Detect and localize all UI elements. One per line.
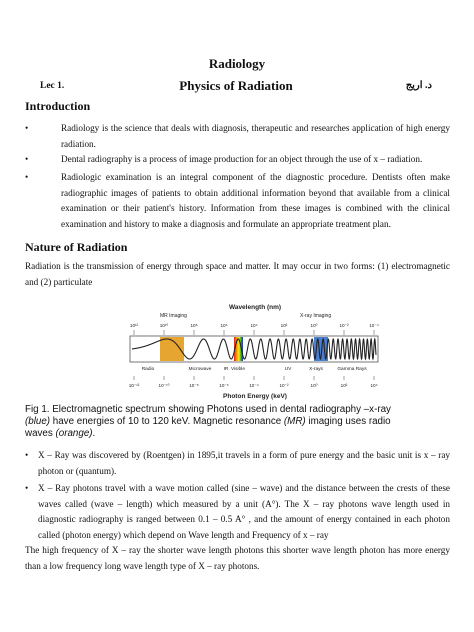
nature-paragraph: Radiation is the transmission of energy through space and matter. It may occur in two forms: (1) electromagnetic and (2) particulate <box>25 261 450 287</box>
caption-text-4: . <box>92 428 96 439</box>
intro-bullet-text: Radiology is the science that deals with diagnosis, therapeutic and researches application of high energy radiation. <box>61 123 450 149</box>
document-title: Radiology <box>208 56 266 71</box>
mr-imaging-label: MR Imaging <box>160 313 187 319</box>
wavelength-label: Wavelength (nm) <box>228 304 282 311</box>
intro-heading: Introduction <box>25 99 91 113</box>
bullet-dot-icon: • <box>25 154 29 164</box>
caption-text-2: have energies of 10 to 120 keV. Magnetic resonance <box>50 416 284 427</box>
energy-tick-label: 10⁴ <box>370 383 378 388</box>
spectrum-region-label: X-rays <box>309 367 323 372</box>
wavelength-tick-label: 10⁴ <box>250 323 258 328</box>
wavelength-tick-label: 10¹² <box>129 323 139 328</box>
electromagnetic-spectrum-figure <box>130 300 390 400</box>
wavelength-tick-label: 10⁸ <box>190 323 198 328</box>
intro-bullet-text: Dental radiography is a process of image production for an object through the use of x – radiation. <box>61 154 423 164</box>
energy-tick-label: 10⁻¹⁰ <box>158 383 170 388</box>
photon-energy-label: Photon Energy (keV) <box>223 393 287 400</box>
wavelength-tick-label: 10⁻⁴ <box>369 323 379 328</box>
wavelength-tick-label: 10⁶ <box>220 323 228 328</box>
energy-ticks <box>129 376 378 388</box>
region-labels <box>142 366 368 372</box>
energy-tick-label: 10² <box>340 383 348 388</box>
intro-bullet-text: Radiologic examination is an integral component of the diagnostic procedure. Dentists often make radiographic images of patients to obtain additional information beyond that available from a clinical examination or their patient's history. Information from these images is combined with the clinical examination and history to make a diagnosis and formulate an appropriate treatment plan. <box>61 172 450 229</box>
xray-bullet-text: X – Ray was discovered by (Roentgen) in 1895,it travels in a form of pure energy and the basic unit is x – ray photon or (quantum). <box>38 450 450 476</box>
energy-tick-label: 10⁻⁶ <box>219 383 229 388</box>
caption-orange: (orange) <box>55 428 93 439</box>
xray-bullet-1 <box>25 448 450 479</box>
intro-bullet-3 <box>25 170 450 232</box>
caption-mr: (MR) <box>283 416 306 427</box>
closing-paragraph: The high frequency of X – ray the shorter wave length photons this shorter wave length photon has more energy than a low frequency long wave length type of X – ray photons. <box>25 545 450 571</box>
energy-tick-label: 10⁻² <box>279 383 289 388</box>
lecture-number: Lec 1. <box>40 81 65 91</box>
nature-heading: Nature of Radiation <box>25 240 128 254</box>
lecture-header <box>40 78 432 96</box>
wavelength-tick-label: 10⁻² <box>339 323 349 328</box>
intro-bullet-1 <box>25 121 450 152</box>
energy-tick-label: 10⁻¹² <box>128 383 140 388</box>
xray-bullet-2 <box>25 481 450 543</box>
wavelength-tick-label: 10¹⁰ <box>159 323 169 328</box>
caption-prefix: Fig 1. <box>25 404 50 415</box>
lecture-subtitle: Physics of Radiation <box>179 78 293 93</box>
xray-imaging-label: X-ray Imaging <box>300 313 332 319</box>
bullet-dot-icon: • <box>25 483 29 493</box>
author-name: د. اريج <box>405 80 432 91</box>
caption-text-1: Electromagnetic spectrum showing Photons used in dental radiography –x-ray <box>49 404 391 415</box>
xray-bullet-text: X – Ray photons travel with a wave motion called (sine – wave) and the distance between the crests of these waves called (wave – length) which measured by a unit (A°). The X – ray photons wave length used in diagnostic radiography is ranged between 0.1 – 0.5 A° , and the amount of energy contained in each photon called (photon energy) which depend on Wave length and Frequency of x – ray <box>38 483 450 540</box>
caption-blue: (blue) <box>25 416 51 427</box>
spectrum-region-label: UV <box>284 367 292 372</box>
spectrum-region-label: Visible <box>230 367 246 372</box>
wavelength-ticks <box>130 323 379 335</box>
energy-tick-label: 10⁻⁴ <box>249 383 259 388</box>
energy-tick-label: 10⁻⁸ <box>189 383 199 388</box>
energy-tick-label: 10⁰ <box>310 383 318 388</box>
spectrum-region-label: Radio <box>141 367 155 372</box>
bullet-dot-icon: • <box>25 172 29 182</box>
bullet-dot-icon: • <box>25 450 29 460</box>
spectrum-region-label: IR <box>223 367 229 372</box>
figure-caption <box>25 404 415 440</box>
bullet-dot-icon: • <box>25 123 29 133</box>
caption-text-3: imaging uses radio waves <box>25 416 391 439</box>
wavelength-tick-label: 10² <box>280 323 288 328</box>
spectrum-region-label: Microwave <box>188 367 212 372</box>
spectrum-region-label: Gamma Rays <box>337 367 367 372</box>
wavelength-tick-label: 10⁰ <box>310 323 318 328</box>
intro-bullet-2 <box>25 152 450 168</box>
